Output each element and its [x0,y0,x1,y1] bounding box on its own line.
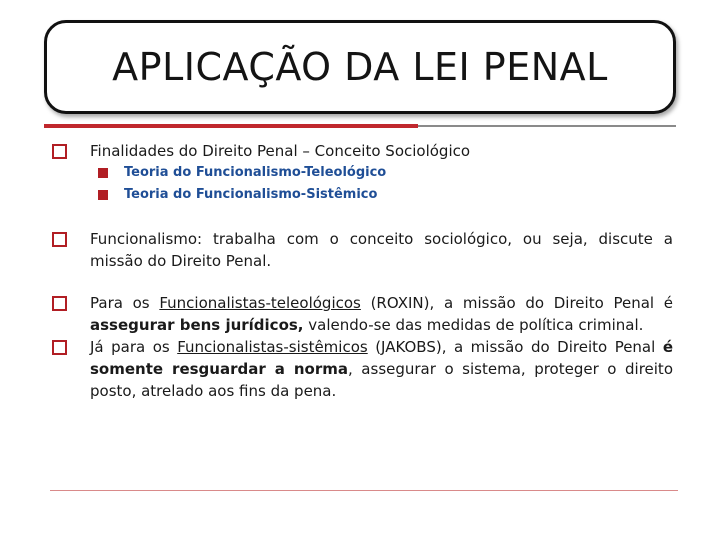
underlined-term: Funcionalistas-teleológicos [159,294,361,312]
title-underline-red [44,124,418,128]
hollow-square-bullet-icon [52,340,67,355]
title-underline-grey [418,125,676,127]
hollow-square-bullet-icon [52,296,67,311]
sub-bullet-item-1 [52,162,673,184]
bullet-item-1 [52,140,673,162]
footer-divider [50,490,678,491]
sub-bullet-text: Teoria do Funcionalismo-Teleológico [124,165,387,180]
bullet-text: Funcionalismo: trabalha com o conceito sociológico, ou seja, discute a missão do Direito Penal. [90,230,673,270]
bullet-text-part: (JAKOBS), a missão do Direito Penal [367,338,663,356]
bold-phrase: assegurar bens jurídicos, [90,316,304,334]
filled-square-bullet-icon [98,190,108,200]
hollow-square-bullet-icon [52,232,67,247]
bullet-text-part: (ROXIN), a missão do Direito Penal é [360,294,674,312]
bullet-text: Finalidades do Direito Penal – Conceito Sociológico [90,142,471,160]
bullet-text-part: valendo-se das medidas de política criminal. [303,316,644,334]
sub-bullet-text: Teoria do Funcionalismo-Sistêmico [124,187,378,202]
hollow-square-bullet-icon [52,144,67,159]
bullet-item-3 [52,292,673,336]
page-title: APLICAÇÃO DA LEI PENAL [112,45,608,89]
slide-content [52,140,673,402]
underlined-term: Funcionalistas-sistêmicos [177,338,368,356]
bullet-text-part: , assegurar o sistema, proteger o direito posto, atrelado aos fins da pena. [90,360,673,400]
bullet-item-4 [52,336,673,402]
sub-bullet-item-2 [52,184,673,206]
filled-square-bullet-icon [98,168,108,178]
bullet-text-part: Para os [90,294,160,312]
bullet-text-part: Já para os [90,338,178,356]
title-box [44,20,676,114]
bold-phrase: é somente resguardar a norma [90,338,673,378]
bullet-item-2 [52,228,673,272]
